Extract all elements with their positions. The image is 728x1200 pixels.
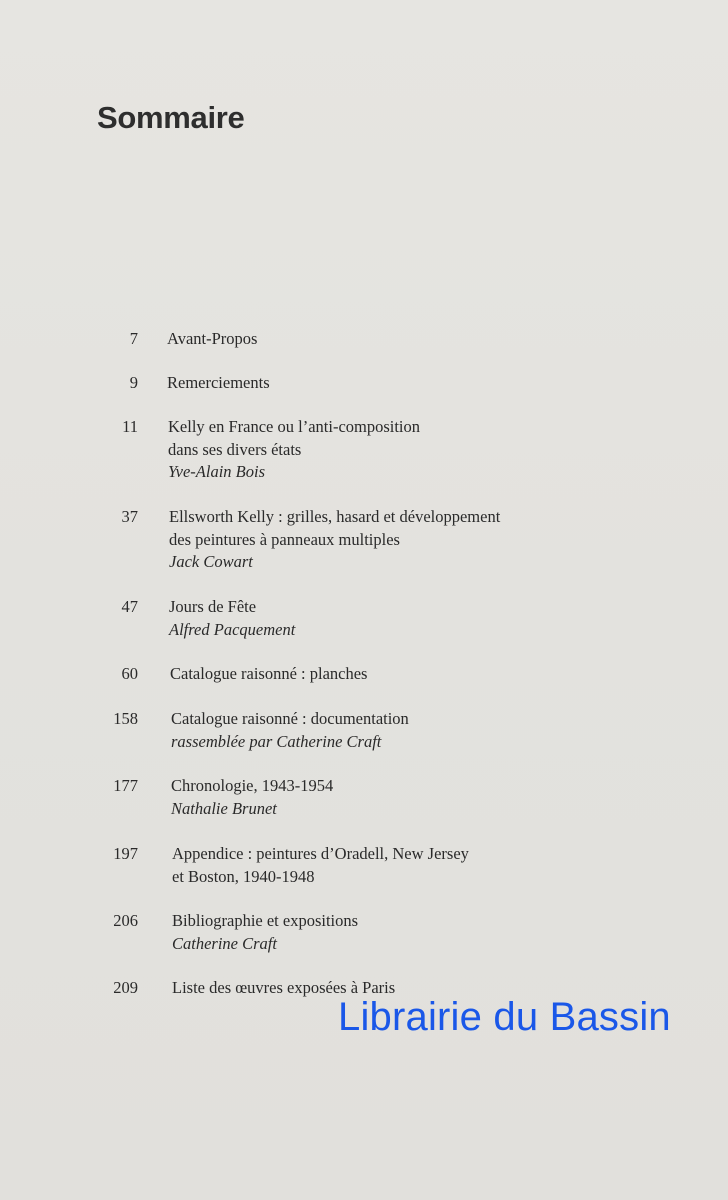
toc-title-line: Avant-Propos [167, 329, 258, 348]
toc-entry-text [167, 328, 257, 351]
toc-entry-text [167, 372, 270, 395]
toc-entry-text [172, 910, 358, 955]
toc-title-line: Remerciements [167, 373, 270, 392]
toc-page-number: 197 [113, 844, 138, 863]
toc-title-line: Liste des œuvres exposées à Paris [172, 978, 396, 997]
toc-author: Yve-Alain Bois [168, 462, 266, 481]
toc-title-line: Bibliographie et expositions [172, 911, 359, 930]
watermark-text: Librairie du Bassin [338, 995, 671, 1039]
toc-title-line: Ellsworth Kelly : grilles, hasard et développement [169, 507, 501, 526]
toc-page-number: 177 [113, 776, 138, 795]
toc-title-line: Catalogue raisonné : planches [170, 664, 368, 683]
toc-page-number: 37 [121, 507, 138, 526]
toc-title-line: et Boston, 1940-1948 [172, 866, 315, 886]
page-title: Sommaire [97, 100, 245, 135]
toc-author: Nathalie Brunet [171, 798, 277, 818]
toc-author: rassemblée par Catherine Craft [171, 731, 382, 751]
toc-entry-text [171, 775, 333, 820]
toc-title-line: dans ses divers états [168, 439, 302, 459]
toc-entry-text [172, 843, 469, 888]
toc-entry-text [170, 663, 367, 686]
toc-entry-text [169, 506, 500, 574]
toc-title-line: Catalogue raisonné : documentation [171, 709, 409, 728]
toc-page-number: 11 [122, 417, 138, 436]
toc-page-number: 209 [113, 978, 138, 997]
toc-title-line: Appendice : peintures d’Oradell, New Jersey [172, 844, 469, 863]
toc-entry-text [168, 416, 420, 484]
toc-title-line: Chronologie, 1943-1954 [171, 776, 334, 795]
toc-author: Jack Cowart [169, 552, 253, 571]
toc-page-number: 7 [129, 329, 138, 348]
toc-author: Alfred Pacquement [169, 619, 296, 639]
toc-page-number: 9 [129, 373, 138, 392]
toc-author: Catherine Craft [172, 933, 277, 953]
toc-title-line: Kelly en France ou l’anti-composition [168, 417, 421, 436]
toc-page-number: 47 [121, 597, 138, 616]
toc-title-line: Jours de Fête [169, 597, 257, 616]
toc-page-number: 158 [113, 709, 138, 728]
toc-entry-text [171, 708, 409, 753]
toc-title-line: des peintures à panneaux multiples [169, 529, 400, 549]
toc-page-number: 206 [113, 911, 138, 930]
toc-entry-text [169, 596, 295, 641]
toc-page-number: 60 [121, 664, 138, 683]
